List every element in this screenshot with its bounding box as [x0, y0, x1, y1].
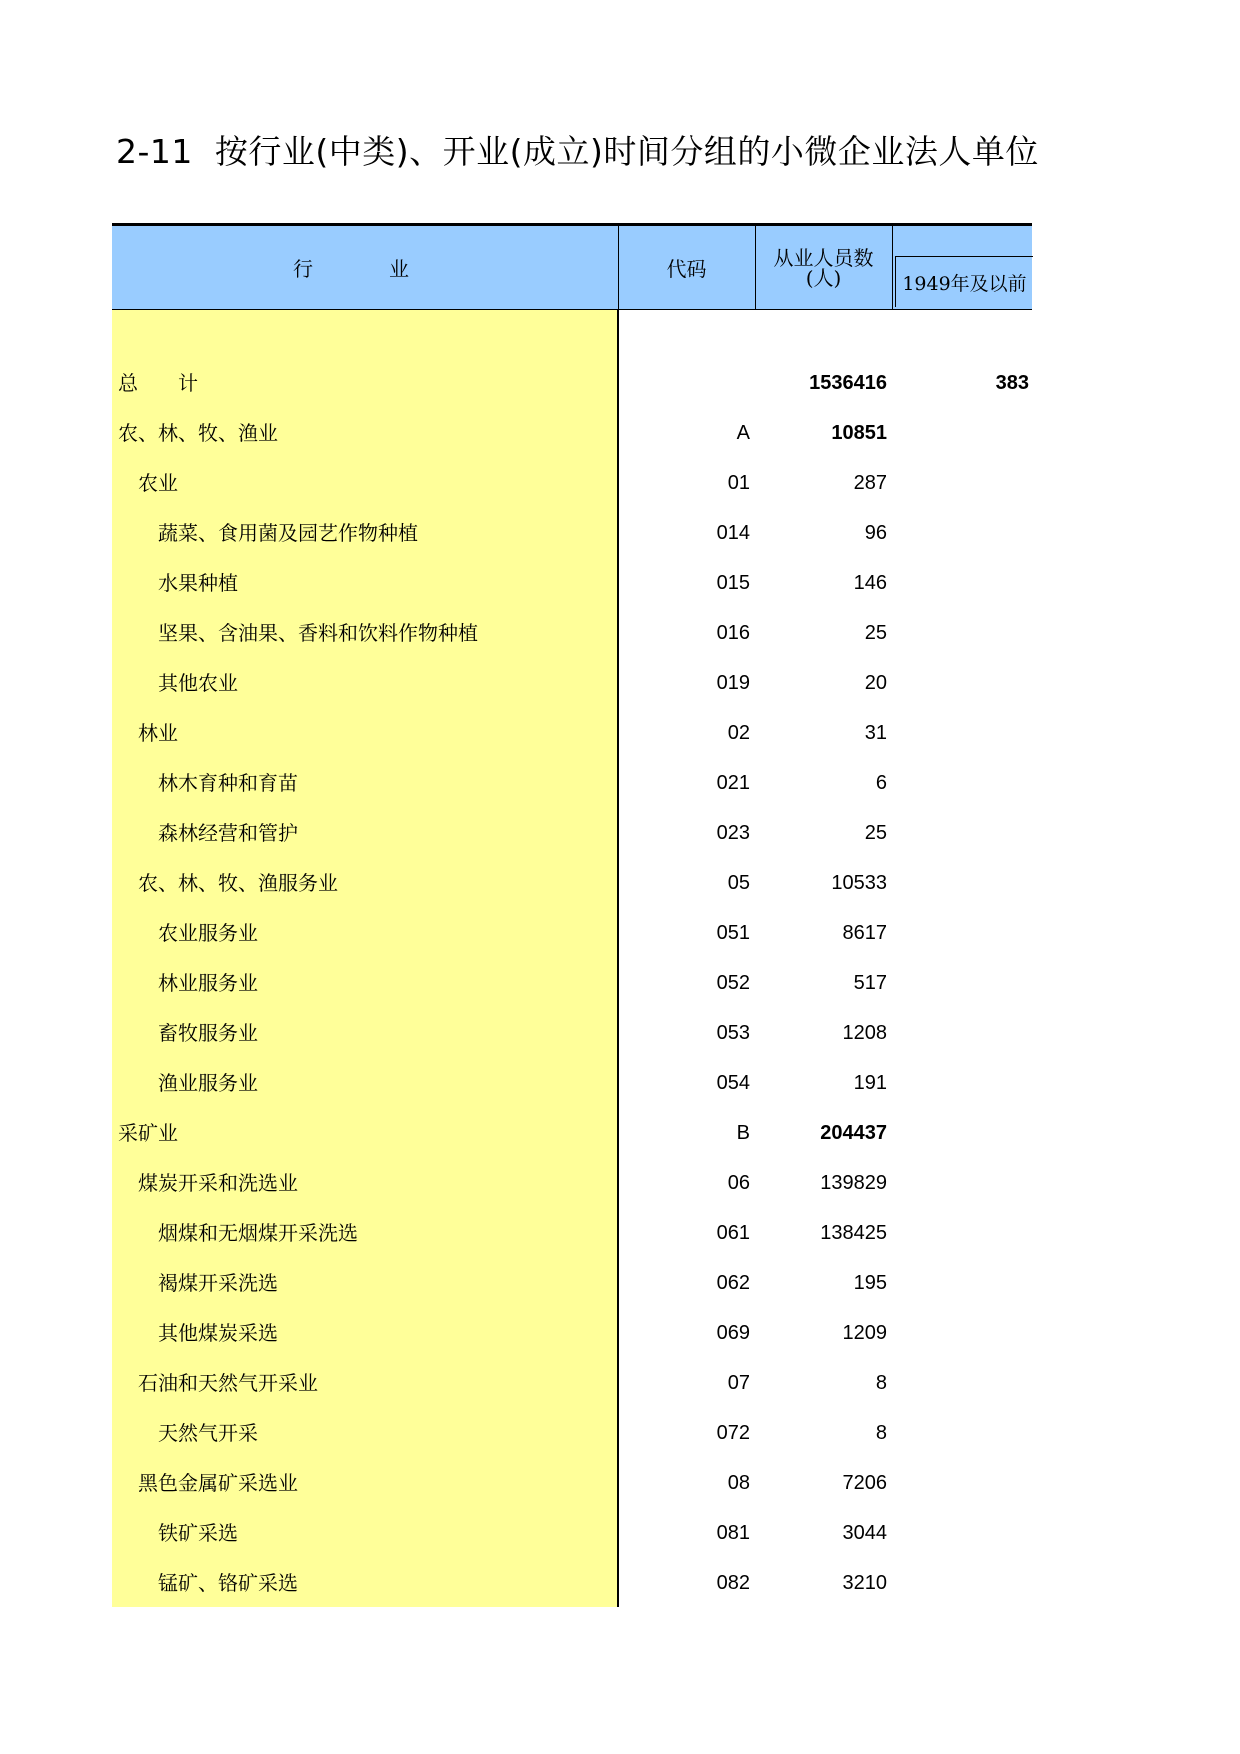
industry-code-cell: 072 — [716, 1422, 750, 1444]
industry-name-cell: 坚果、含油果、香料和饮料作物种植 — [158, 621, 478, 645]
industry-name-cell: 其他煤炭采选 — [158, 1321, 278, 1345]
employees-cell: 25 — [864, 822, 887, 844]
industry-name-cell: 烟煤和无烟煤开采洗选 — [158, 1221, 358, 1245]
table-row — [112, 1208, 1032, 1258]
employees-cell: 1208 — [842, 1022, 887, 1044]
before-1949-cell — [895, 1108, 1029, 1158]
before-1949-cell — [895, 908, 1029, 958]
industry-code-cell: 021 — [716, 772, 750, 794]
employees-cell: 10851 — [831, 422, 887, 444]
header-employees-unit: (人) — [805, 265, 842, 290]
industry-code-cell: 014 — [716, 522, 750, 544]
industry-name-cell: 黑色金属矿采选业 — [138, 1471, 298, 1495]
header-1949-and-before: 1949年及以前 — [895, 256, 1033, 307]
industry-name-cell: 锰矿、铬矿采选 — [158, 1571, 298, 1595]
table-row — [112, 1008, 1032, 1058]
table-row — [112, 408, 1032, 458]
before-1949-cell — [895, 1358, 1029, 1408]
employees-cell: 8 — [875, 1422, 887, 1444]
industry-code-cell: 05 — [727, 872, 750, 894]
industry-code-cell: 023 — [716, 822, 750, 844]
employees-cell: 287 — [853, 472, 887, 494]
industry-name-cell: 农、林、牧、渔服务业 — [138, 871, 338, 895]
table-row — [112, 958, 1032, 1008]
industry-code-cell: 051 — [716, 922, 750, 944]
before-1949-cell — [895, 408, 1029, 458]
header-employees — [755, 226, 893, 309]
industry-name-cell: 其他农业 — [158, 671, 238, 695]
before-1949-cell — [895, 1258, 1029, 1308]
employees-cell: 1209 — [842, 1322, 887, 1344]
industry-code-cell: 081 — [716, 1522, 750, 1544]
table-title: 按行业(中类)、开业(成立)时间分组的小微企业法人单位 — [214, 132, 1039, 171]
table-row — [112, 358, 1032, 408]
header-industry: 行 业 — [112, 226, 619, 309]
employees-cell: 195 — [853, 1272, 887, 1294]
employees-cell: 3044 — [842, 1522, 887, 1544]
table-row — [112, 658, 1032, 708]
table-header — [112, 226, 1032, 310]
industry-code-cell: 054 — [716, 1072, 750, 1094]
industry-name-cell: 农业 — [138, 471, 178, 495]
industry-code-cell: 06 — [727, 1172, 750, 1194]
before-1949-cell — [895, 1008, 1029, 1058]
before-1949-cell — [895, 958, 1029, 1008]
employees-cell: 8 — [875, 1372, 887, 1394]
before-1949-cell — [895, 1158, 1029, 1208]
industry-code-cell: B — [736, 1122, 750, 1144]
before-1949-cell — [895, 1308, 1029, 1358]
employees-cell: 146 — [853, 572, 887, 594]
employees-cell: 204437 — [820, 1122, 887, 1144]
before-1949-cell — [895, 608, 1029, 658]
industry-name-cell: 天然气开采 — [158, 1421, 258, 1445]
header-code: 代码 — [618, 226, 756, 309]
before-1949-cell — [895, 1208, 1029, 1258]
employees-cell: 517 — [853, 972, 887, 994]
before-1949-cell — [895, 658, 1029, 708]
before-1949-cell: 383 — [995, 372, 1029, 394]
industry-code-cell: A — [736, 422, 750, 444]
before-1949-cell — [895, 1508, 1029, 1558]
employees-cell: 3210 — [842, 1572, 887, 1594]
table-row — [112, 458, 1032, 508]
before-1949-cell — [895, 808, 1029, 858]
employees-cell: 8617 — [842, 922, 887, 944]
industry-code-cell: 08 — [727, 1472, 750, 1494]
industry-name-cell: 畜牧服务业 — [158, 1021, 258, 1045]
table-row — [112, 1158, 1032, 1208]
industry-name-cell: 铁矿采选 — [158, 1521, 238, 1545]
table-row — [112, 758, 1032, 808]
industry-code-cell: 015 — [716, 572, 750, 594]
industry-name-cell: 总 计 — [118, 371, 198, 395]
table-row — [112, 1558, 1032, 1608]
employees-cell: 1536416 — [809, 372, 887, 394]
employees-cell: 20 — [864, 672, 887, 694]
industry-name-cell: 煤炭开采和洗选业 — [138, 1171, 298, 1195]
industry-code-cell: 02 — [727, 722, 750, 744]
table-row — [112, 1358, 1032, 1408]
industry-code-cell: 061 — [716, 1222, 750, 1244]
table-row — [112, 508, 1032, 558]
industry-code-cell: 069 — [716, 1322, 750, 1344]
industry-name-cell: 林业服务业 — [158, 971, 258, 995]
before-1949-cell — [895, 1458, 1029, 1508]
industry-name-cell: 渔业服务业 — [158, 1071, 258, 1095]
header-employees-label: 从业人员数 — [773, 245, 874, 270]
before-1949-cell — [895, 858, 1029, 908]
industry-code-cell: 016 — [716, 622, 750, 644]
industry-name-cell: 林业 — [138, 721, 178, 745]
before-1949-cell — [895, 458, 1029, 508]
industry-name-cell: 森林经营和管护 — [158, 821, 298, 845]
industry-code-cell: 019 — [716, 672, 750, 694]
employees-cell: 191 — [853, 1072, 887, 1094]
table-row — [112, 1308, 1032, 1358]
industry-name-cell: 采矿业 — [118, 1121, 178, 1145]
industry-code-cell: 052 — [716, 972, 750, 994]
table-row — [112, 858, 1032, 908]
industry-name-cell: 农、林、牧、渔业 — [118, 421, 278, 445]
employees-cell: 138425 — [820, 1222, 887, 1244]
table-number: 2-11 — [116, 132, 193, 171]
table-row — [112, 808, 1032, 858]
industry-name-cell: 褐煤开采洗选 — [158, 1271, 278, 1295]
table-row — [112, 1458, 1032, 1508]
industry-name-cell: 水果种植 — [158, 571, 238, 595]
table-row — [112, 1508, 1032, 1558]
table-row — [112, 1108, 1032, 1158]
employees-cell: 6 — [875, 772, 887, 794]
industry-name-cell: 林木育种和育苗 — [158, 771, 298, 795]
table-row — [112, 708, 1032, 758]
industry-code-cell: 053 — [716, 1022, 750, 1044]
industry-name-cell: 农业服务业 — [158, 921, 258, 945]
table-row — [112, 608, 1032, 658]
industry-code-cell: 062 — [716, 1272, 750, 1294]
industry-code-cell: 07 — [727, 1372, 750, 1394]
employees-cell: 25 — [864, 622, 887, 644]
table-row — [112, 1408, 1032, 1458]
page-title — [116, 126, 1039, 173]
industry-code-cell — [618, 358, 750, 408]
employees-cell: 10533 — [831, 872, 887, 894]
before-1949-cell — [895, 1558, 1029, 1608]
industry-name-cell: 石油和天然气开采业 — [138, 1371, 318, 1395]
table-body — [112, 358, 1032, 1608]
table-row — [112, 1258, 1032, 1308]
employees-cell: 31 — [864, 722, 887, 744]
before-1949-cell — [895, 508, 1029, 558]
industry-name-cell: 蔬菜、食用菌及园艺作物种植 — [158, 521, 418, 545]
table-row — [112, 558, 1032, 608]
before-1949-cell — [895, 1058, 1029, 1108]
employees-cell: 96 — [864, 522, 887, 544]
before-1949-cell — [895, 558, 1029, 608]
table-row — [112, 1058, 1032, 1108]
employees-cell: 139829 — [820, 1172, 887, 1194]
industry-code-cell: 01 — [727, 472, 750, 494]
before-1949-cell — [895, 758, 1029, 808]
before-1949-cell — [895, 1408, 1029, 1458]
employees-cell: 7206 — [842, 1472, 887, 1494]
table-row — [112, 908, 1032, 958]
industry-code-cell: 082 — [716, 1572, 750, 1594]
before-1949-cell — [895, 708, 1029, 758]
